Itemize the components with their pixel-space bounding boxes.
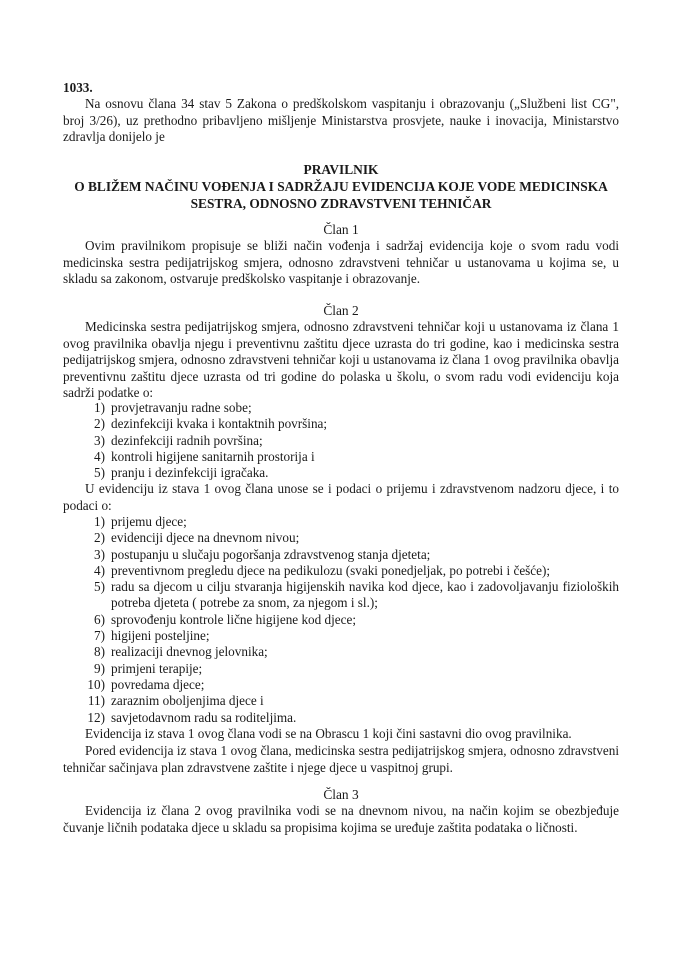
clan-2-paragraph-3: Evidencija iz stava 1 ovog člana vodi se na Obrascu 1 koji čini sastavni dio ovog pravilnika. [85,726,572,741]
clan-2-list-1 [83,400,619,481]
title-line-3: SESTRA, ODNOSNO ZDRAVSTVENI TEHNIČAR [190,196,492,211]
list-item: 4) preventivnom pregledu djece na pedikulozu (svaki ponedjeljak, po potrebi i češće); [94,562,551,578]
list-item: 4) kontroli higijene sanitarnih prostorija i [94,448,315,464]
document-number: 1033. [63,80,93,95]
list-item: 5) pranju i dezinfekciji igračaka. [94,465,269,481]
clan-2-paragraph-2: U evidenciju iz stava 1 ovog člana unose se i podaci o prijemu i zdravstvenom nadzoru djece, i to podaci o: [63,481,619,513]
list-item: 1) provjetravanju radne sobe; [94,400,252,415]
list-item: 8) realizaciji dnevnog jelovnika; [94,644,268,660]
clan-3-text: Evidencija iz člana 2 ovog pravilnika vodi se na dnevnom nivou, na način kojim se obezbjeđuje čuvanje ličnih podataka djece u skladu sa propisima kojima se uređuje zaštita podataka o ličnosti. [63,803,619,835]
clan-2-paragraph-4: Pored evidencija iz stava 1 ovog člana, medicinska sestra pedijatrijskog smjera, odnosno zdravstveni tehničar sačinjava plan zdravstvene zaštite i njege djece u vaspitnoj grupi. [63,743,619,775]
list-item: 3) dezinfekciji radnih površina; [94,432,263,448]
list-item: 10) povredama djece; [87,676,205,692]
list-item: 3) postupanju u slučaju pogoršanja zdravstvenog stanja djeteta; [94,546,431,562]
clan-2-list-2 [83,514,619,726]
list-item: 1) prijemu djece; [94,514,187,529]
list-item: 12) savjetodavnom radu sa roditeljima. [87,709,297,725]
list-item: 11) zaraznim oboljenjima djece i [87,693,264,709]
clan-2-heading: Član 2 [323,303,359,318]
list-item: 5) radu sa djecom u cilju stvaranja higijenskih navika kod djece, kao i zadovoljavanju fizioloških potreba djeteta ( potrebe za snom, za njegom i sl.); [94,579,619,611]
title-line-2: O BLIŽEM NAČINU VOĐENJA I SADRŽAJU EVIDENCIJA KOJE VODE MEDICINSKA [74,179,608,194]
list-item: 2) dezinfekciji kvaka i kontaktnih površina; [94,416,328,432]
clan-3-heading: Član 3 [323,787,359,802]
list-item: 6) sprovođenju kontrole lične higijene kod djece; [94,611,356,627]
preamble: Na osnovu člana 34 stav 5 Zakona o predškolskom vaspitanju i obrazovanju („Službeni list CG", broj 3/26), uz prethodno pribavljeno mišljenje Ministarstva prosvjete, nauke i inovacija, Ministarstvo zdravlja donijelo je [63,96,619,144]
title-pravilnik: PRAVILNIK [303,162,379,177]
clan-2-intro: Medicinska sestra pedijatrijskog smjera, odnosno zdravstveni tehničar koji u ustanovama iz člana 1 ovog pravilnika obavlja njegu i preventivnu zaštitu djece uzrasta do tri godine, kao i medicinska sestra pedijatrijskog smjera, odnosno zdravstveni tehničar koji u ustanovama iz člana 1 ovog pravilnika obavlja preventivnu zaštitu djece uzrasta od tri godine do polaska u školu, o svom radu vodi evidenciju koja sadrži podatke o: [63,319,619,400]
list-item: 9) primjeni terapije; [94,660,203,676]
clan-1-text: Ovim pravilnikom propisuje se bliži način vođenja i sadržaj evidencija koje o svom radu vodi medicinska sestra pedijatrijskog smjera, odnosno zdravstveni tehničar u ustanovama u kojima se, u skladu sa zakonom, ostvaruje predškolsko vaspitanje i obrazovanje. [63,238,619,286]
list-item: 7) higijeni posteljine; [94,628,210,644]
clan-1-heading: Član 1 [323,222,359,237]
list-item: 2) evidenciji djece na dnevnom nivou; [94,530,300,546]
